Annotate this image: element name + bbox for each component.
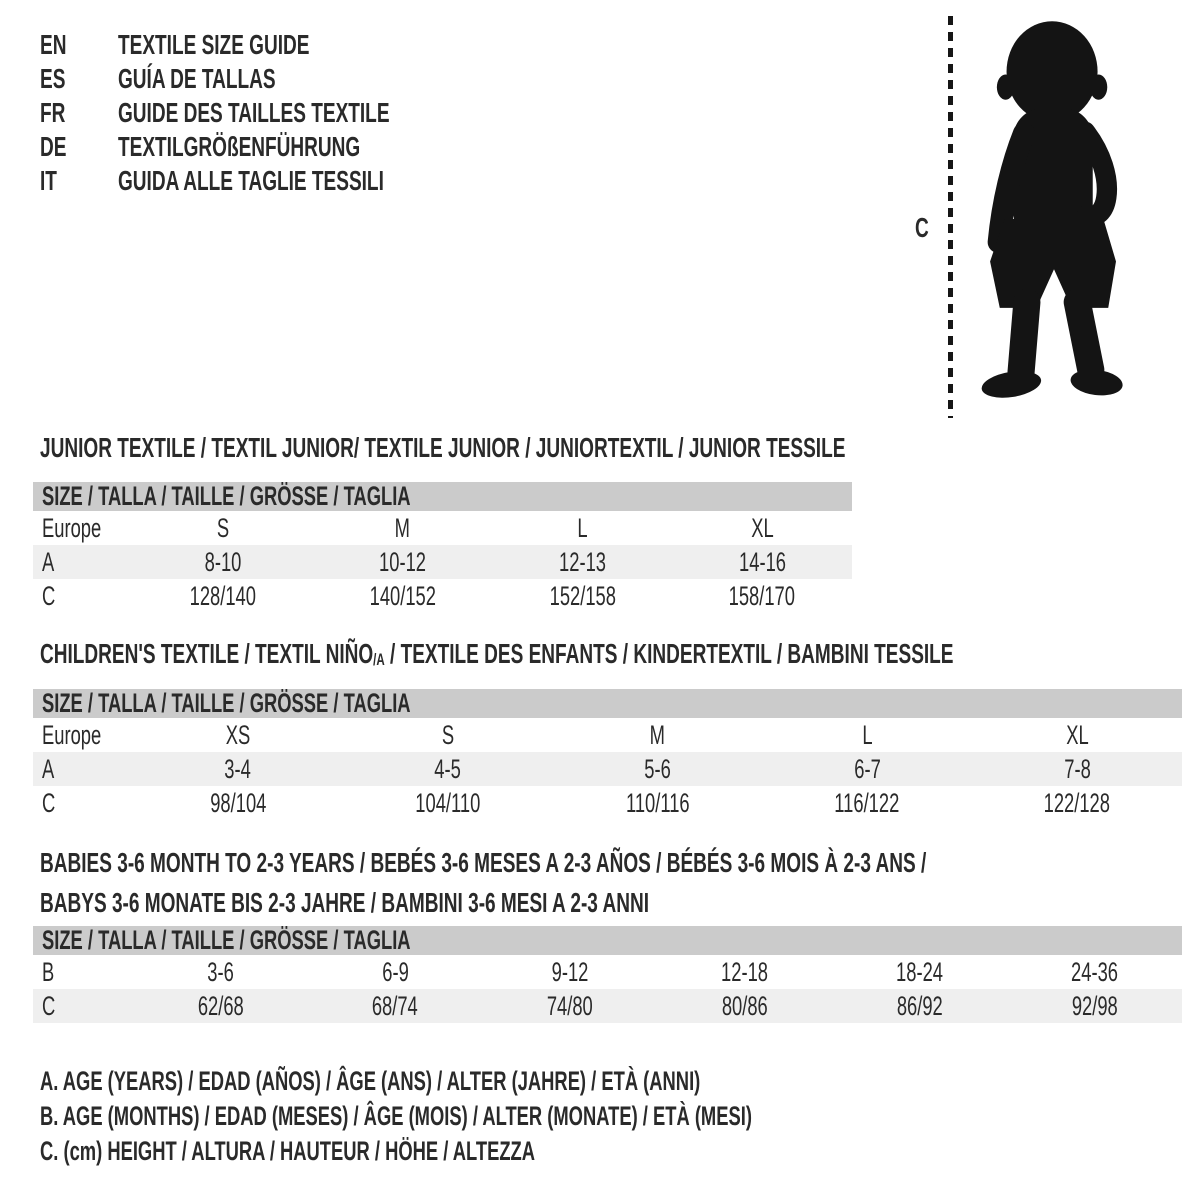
language-row-de: [40, 130, 517, 164]
language-title: TEXTILGRÖßENFÜHRUNG: [118, 131, 361, 162]
junior-section-title: JUNIOR TEXTILE / TEXTIL JUNIOR/ TEXTILE JUNIOR / JUNIORTEXTIL / JUNIOR TESSILE: [40, 432, 846, 463]
table-cell: 62/68: [197, 990, 244, 1021]
table-cell: S: [216, 512, 229, 543]
table-cell: 7-8: [1063, 753, 1091, 784]
language-row-fr: [40, 96, 517, 130]
table-cell: 12-13: [558, 546, 606, 577]
table-cell: 10-12: [379, 546, 427, 577]
junior-row-age: [33, 545, 852, 579]
language-title-list: [40, 28, 517, 198]
language-title: GUÍA DE TALLAS: [118, 63, 276, 94]
measure-legend: [40, 1064, 1087, 1169]
children-row-height: [33, 786, 1182, 820]
table-cell: M: [394, 512, 411, 543]
table-cell: M: [649, 719, 666, 750]
language-row-es: [40, 62, 517, 96]
language-title: GUIDA ALLE TAGLIE TESSILI: [118, 165, 384, 196]
language-title: GUIDE DES TAILLES TEXTILE: [118, 97, 390, 128]
table-cell: 128/140: [189, 580, 257, 611]
table-cell: 74/80: [547, 990, 594, 1021]
junior-row-europe: [33, 511, 852, 545]
language-code: ES: [40, 63, 66, 94]
legend-line-a: A. AGE (YEARS) / EDAD (AÑOS) / ÂGE (ANS) / ALTER (JAHRE) / ETÀ (ANNI): [40, 1066, 701, 1096]
children-size-table: [33, 689, 1182, 820]
table-cell: XL: [750, 512, 774, 543]
language-row-it: [40, 164, 517, 198]
babies-row-months: [33, 955, 1182, 989]
language-code: DE: [40, 131, 67, 162]
row-label: A: [42, 546, 55, 577]
row-label: C: [42, 990, 56, 1021]
table-cell: 122/128: [1043, 787, 1111, 818]
row-label: A: [42, 753, 55, 784]
children-section-title: CHILDREN'S TEXTILE / TEXTIL NIÑO/A / TEXTILE DES ENFANTS / KINDERTEXTIL / BAMBINI TESSILE: [40, 638, 954, 669]
legend-line-c: C. (cm) HEIGHT / ALTURA / HAUTEUR / HÖHE / ALTEZZA: [40, 1136, 536, 1166]
babies-size-header: SIZE / TALLA / TAILLE / GRÖSSE / TAGLIA: [33, 926, 1182, 955]
junior-size-table: [33, 482, 852, 613]
junior-size-header: SIZE / TALLA / TAILLE / GRÖSSE / TAGLIA: [33, 482, 852, 511]
babies-row-height: [33, 989, 1182, 1023]
babies-title-line1: BABIES 3-6 MONTH TO 2-3 YEARS / BEBÉS 3-6 MESES A 2-3 AÑOS / BÉBÉS 3-6 MOIS À 2-3 ANS /: [40, 847, 927, 878]
table-cell: 104/110: [415, 787, 481, 818]
table-cell: XS: [225, 719, 251, 750]
children-row-age: [33, 752, 1182, 786]
babies-section-title: [40, 843, 1200, 923]
table-cell: 140/152: [369, 580, 436, 611]
row-label: Europe: [42, 719, 102, 750]
table-cell: 9-12: [551, 956, 589, 987]
language-row-en: [40, 28, 517, 62]
table-cell: 18-24: [896, 956, 944, 987]
row-label: B: [42, 956, 55, 987]
table-cell: 14-16: [738, 546, 786, 577]
table-cell: 98/104: [209, 787, 266, 818]
language-code: EN: [40, 29, 67, 60]
table-cell: XL: [1065, 719, 1089, 750]
table-cell: 152/158: [549, 580, 616, 611]
table-cell: L: [862, 719, 873, 750]
table-cell: 116/122: [834, 787, 900, 818]
table-cell: 3-6: [207, 956, 234, 987]
babies-size-table: [33, 926, 1182, 1023]
babies-title-line2: BABYS 3-6 MONATE BIS 2-3 JAHRE / BAMBINI 3-6 MESI A 2-3 ANNI: [40, 887, 650, 918]
height-measure-label: C: [915, 212, 929, 243]
children-row-europe: [33, 718, 1182, 752]
language-code: IT: [40, 165, 57, 196]
row-label: Europe: [42, 512, 102, 543]
table-cell: 5-6: [644, 753, 671, 784]
toddler-silhouette-icon: [962, 12, 1146, 416]
table-cell: 12-18: [721, 956, 769, 987]
table-cell: 86/92: [896, 990, 943, 1021]
junior-row-height: [33, 579, 852, 613]
table-cell: 6-7: [854, 753, 881, 784]
table-cell: 92/98: [1071, 990, 1118, 1021]
table-cell: 68/74: [372, 990, 419, 1021]
table-cell: 4-5: [434, 753, 461, 784]
height-dashed-line: [948, 16, 953, 418]
nino-a-subscript: /A: [373, 650, 385, 669]
table-cell: 8-10: [204, 546, 242, 577]
table-cell: S: [441, 719, 454, 750]
table-cell: 80/86: [721, 990, 768, 1021]
language-code: FR: [40, 97, 66, 128]
children-size-header: SIZE / TALLA / TAILLE / GRÖSSE / TAGLIA: [33, 689, 1182, 718]
table-cell: L: [577, 512, 588, 543]
language-title: TEXTILE SIZE GUIDE: [118, 29, 310, 60]
table-cell: 6-9: [381, 956, 409, 987]
table-cell: 158/170: [728, 580, 796, 611]
table-cell: 24-36: [1071, 956, 1119, 987]
legend-line-b: B. AGE (MONTHS) / EDAD (MESES) / ÂGE (MOIS) / ALTER (MONATE) / ETÀ (MESI): [40, 1101, 752, 1131]
table-cell: 110/116: [625, 787, 690, 818]
row-label: C: [42, 787, 56, 818]
row-label: C: [42, 580, 56, 611]
table-cell: 3-4: [224, 753, 252, 784]
